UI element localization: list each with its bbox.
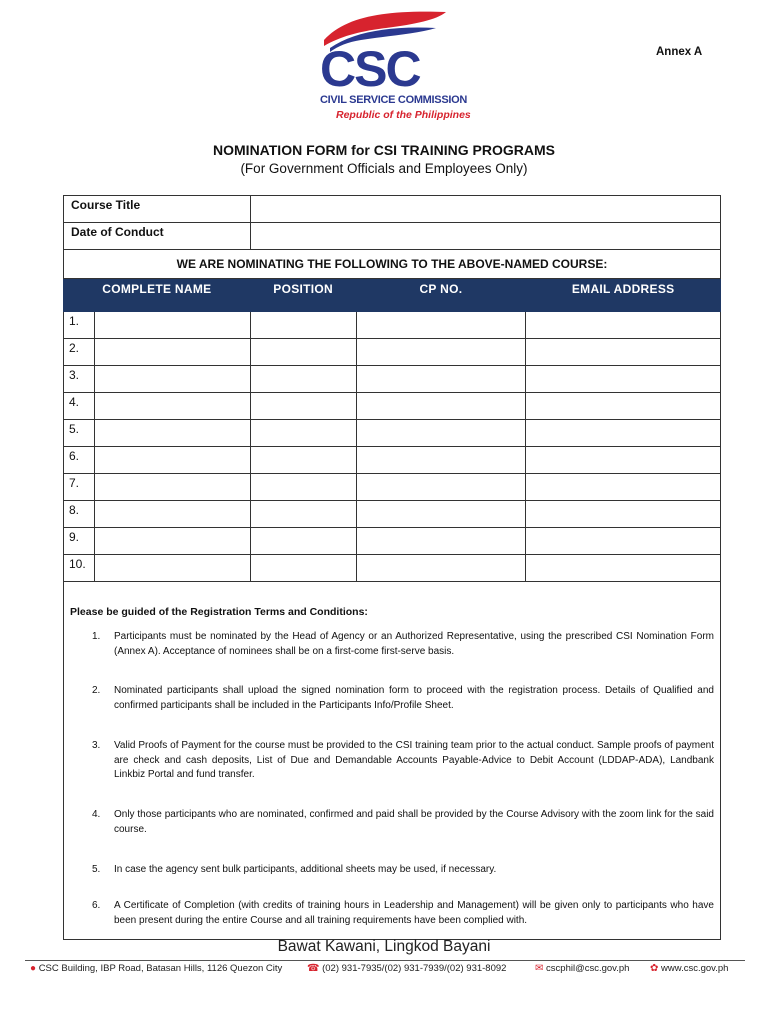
table-row <box>64 339 721 366</box>
email-cell[interactable] <box>526 339 721 366</box>
form-title: NOMINATION FORM for CSI TRAINING PROGRAMS <box>213 142 555 158</box>
email-cell[interactable] <box>526 528 721 555</box>
terms-heading: Please be guided of the Registration Terms and Conditions: <box>70 606 368 618</box>
form-subtitle: (For Government Officials and Employees Only) <box>240 161 528 176</box>
row-number: 9. <box>64 528 95 555</box>
column-complete-name: COMPLETE NAME <box>64 279 251 312</box>
annex-label: Annex A <box>656 46 703 58</box>
email-cell[interactable] <box>526 474 721 501</box>
position-cell[interactable] <box>250 420 356 447</box>
position-cell[interactable] <box>250 339 356 366</box>
position-cell[interactable] <box>250 501 356 528</box>
row-number: 5. <box>64 420 95 447</box>
name-cell[interactable] <box>94 474 250 501</box>
name-cell[interactable] <box>94 528 250 555</box>
position-cell[interactable] <box>250 474 356 501</box>
logo-line2: Republic of the Philippines <box>336 109 471 121</box>
row-number: 1. <box>64 312 95 339</box>
footer-address: ● CSC Building, IBP Road, Batasan Hills, 1126 Quezon City <box>30 963 283 974</box>
name-cell[interactable] <box>94 420 250 447</box>
position-cell[interactable] <box>250 555 356 582</box>
position-cell[interactable] <box>250 366 356 393</box>
position-cell[interactable] <box>250 528 356 555</box>
table-row <box>64 366 721 393</box>
position-cell[interactable] <box>250 393 356 420</box>
email-cell[interactable] <box>526 555 721 582</box>
column-email-address: EMAIL ADDRESS <box>526 279 721 312</box>
name-cell[interactable] <box>94 312 250 339</box>
email-cell[interactable] <box>526 366 721 393</box>
cp-no-cell[interactable] <box>356 447 526 474</box>
term-text: A Certificate of Completion (with credits of training hours in Leadership and Management) will be given only to participants who have been present during the entire Course and all training requirements have been complied with. <box>114 900 714 926</box>
row-number: 3. <box>64 366 95 393</box>
row-number: 6. <box>64 447 95 474</box>
footer-web[interactable]: ✿ www.csc.gov.ph <box>650 963 729 974</box>
phone-icon: ☎ <box>307 963 320 974</box>
nominating-heading: WE ARE NOMINATING THE FOLLOWING TO THE ABOVE-NAMED COURSE: <box>64 250 721 279</box>
name-cell[interactable] <box>94 339 250 366</box>
name-cell[interactable] <box>94 555 250 582</box>
table-row <box>64 312 721 339</box>
row-number: 4. <box>64 393 95 420</box>
term-text: Only those participants who are nominated, confirmed and paid shall be provided by the Course Advisory with the zoom link for the said course. <box>114 809 714 835</box>
table-row <box>64 501 721 528</box>
table-row <box>64 447 721 474</box>
date-of-conduct-label: Date of Conduct <box>64 223 251 250</box>
tagline: Bawat Kawani, Lingkod Bayani <box>277 938 491 955</box>
term-text: Participants must be nominated by the Head of Agency or an Authorized Representative, using the prescribed CSI Nomination Form (Annex A). Acceptance of nominees shall be on a first-come first-serve basis. <box>114 631 714 657</box>
row-number: 7. <box>64 474 95 501</box>
table-row <box>64 474 721 501</box>
email-cell[interactable] <box>526 312 721 339</box>
column-position: POSITION <box>250 279 356 312</box>
position-cell[interactable] <box>250 447 356 474</box>
table-row <box>64 528 721 555</box>
row-number: 8. <box>64 501 95 528</box>
cp-no-cell[interactable] <box>356 501 526 528</box>
location-pin-icon: ● <box>30 963 37 974</box>
logo-mark: CSC <box>320 41 420 97</box>
cp-no-cell[interactable] <box>356 474 526 501</box>
term-number: 5. <box>92 864 101 875</box>
term-text: In case the agency sent bulk participants, additional sheets may be used, if necessary. <box>114 864 497 875</box>
email-cell[interactable] <box>526 447 721 474</box>
table-row <box>64 555 721 582</box>
email-cell[interactable] <box>526 501 721 528</box>
table-row <box>64 393 721 420</box>
email-cell[interactable] <box>526 393 721 420</box>
term-number: 2. <box>92 685 101 696</box>
envelope-icon: ✉ <box>535 963 544 974</box>
email-cell[interactable] <box>526 420 721 447</box>
column-cp-no: CP NO. <box>356 279 526 312</box>
position-cell[interactable] <box>250 312 356 339</box>
cp-no-cell[interactable] <box>356 555 526 582</box>
course-title-field[interactable] <box>250 196 720 223</box>
cp-no-cell[interactable] <box>356 339 526 366</box>
term-number: 4. <box>92 809 101 820</box>
cp-no-cell[interactable] <box>356 366 526 393</box>
name-cell[interactable] <box>94 393 250 420</box>
footer-divider <box>25 960 745 961</box>
logo-line1: CIVIL SERVICE COMMISSION <box>320 94 468 106</box>
name-cell[interactable] <box>94 501 250 528</box>
term-text: Valid Proofs of Payment for the course must be provided to the CSI training team prior to the actual conduct. Sample proofs of payment are check and cash deposits, List of Due and Demandable Accounts Payable-Advice to Debit Account (LDDAP-ADA), Landbank Linkbiz Portal and fund transfer. <box>114 740 714 780</box>
row-number: 10. <box>64 555 95 582</box>
term-number: 3. <box>92 740 101 751</box>
footer-email[interactable]: ✉ cscphil@csc.gov.ph <box>535 963 630 974</box>
globe-icon: ✿ <box>650 963 659 974</box>
date-of-conduct-field[interactable] <box>250 223 720 250</box>
csc-logo <box>316 6 471 124</box>
term-number: 6. <box>92 900 101 911</box>
table-row <box>64 420 721 447</box>
footer-phone: ☎ (02) 931-7935/(02) 931-7939/(02) 931-8092 <box>307 963 507 974</box>
term-number: 1. <box>92 631 101 642</box>
name-cell[interactable] <box>94 366 250 393</box>
cp-no-cell[interactable] <box>356 420 526 447</box>
name-cell[interactable] <box>94 447 250 474</box>
nomination-table <box>63 195 721 582</box>
footer <box>30 963 750 977</box>
course-title-label: Course Title <box>64 196 251 223</box>
cp-no-cell[interactable] <box>356 393 526 420</box>
term-text: Nominated participants shall upload the signed nomination form to proceed with the registration process. Details of Qualified and confirmed participants shall be included in the Participants Info/Profile Sheet. <box>114 685 714 711</box>
cp-no-cell[interactable] <box>356 528 526 555</box>
cp-no-cell[interactable] <box>356 312 526 339</box>
row-number: 2. <box>64 339 95 366</box>
